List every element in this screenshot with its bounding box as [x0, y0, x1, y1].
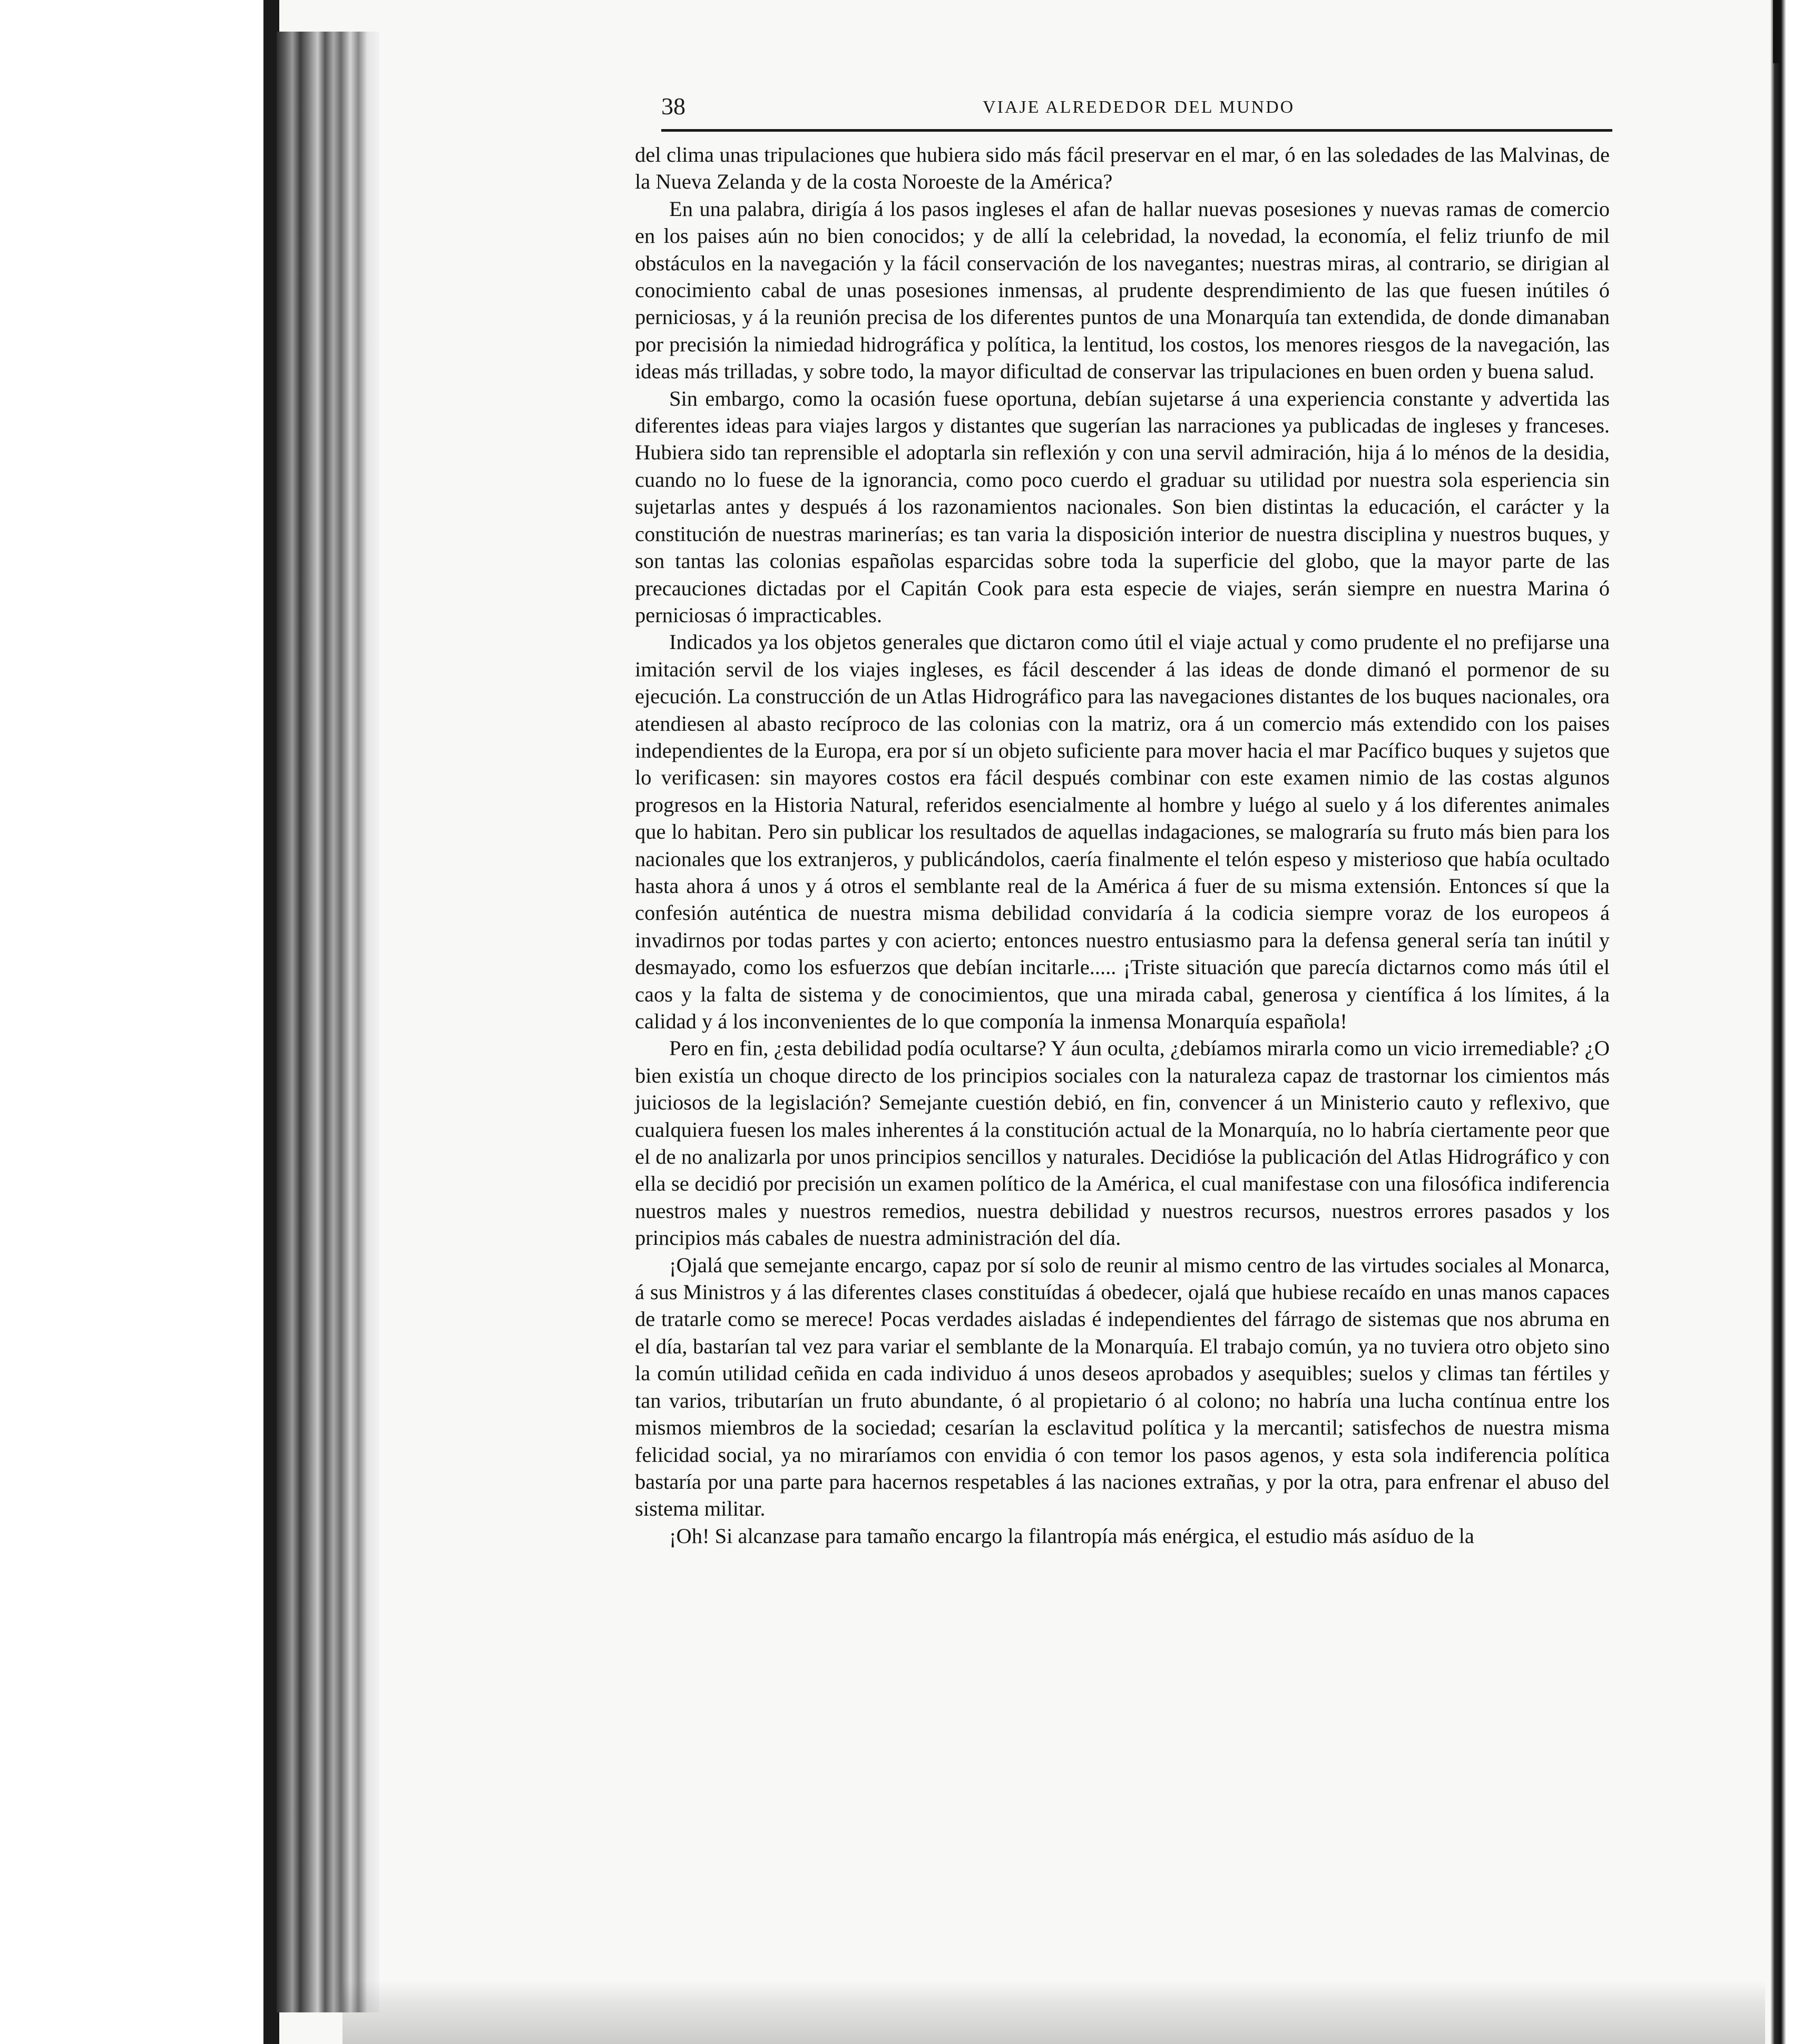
paragraph: Pero en fin, ¿esta debilidad podía ocultarse? Y áun oculta, ¿debíamos mirarla como un vicio irremediable? ¿O bien existía un choque directo de los principios sociales con la naturaleza capaz de trastornar los cimientos más juiciosos de la legislación? Semejante cuestión debió, en fin, convencer á un Ministerio cauto y reflexivo, que cualquiera fuesen los males inherentes á la constitución actual de la Monarquía, no lo habría ciertamente peor que el de no analizarla por unos principios sencillos y naturales. Decidióse la publicación del Atlas Hidrográfico y con ella se decidió por precisión un examen político de la América, el cual manifestase con una filosófica indiferencia nuestros males y nuestros remedios, nuestra debilidad y nuestros recursos, nuestros errores pasados y los principios más cabales de nuestra administración del día.: [635, 1036, 1610, 1250]
paragraph: ¡Ojalá que semejante encargo, capaz por sí solo de reunir al mismo centro de las virtudes sociales al Monarca, á sus Ministros y á las diferentes clases constituídas á obedecer, ojalá que hubiese recaído en unas manos capaces de tratarle como se merece! Pocas verdades aisladas é independientes del fárrago de sistemas que nos abruma en el día, bastarían tal vez para variar el semblante de la Monarquía. El trabajo común, ya no tuviera otro objeto sino la común utilidad ceñida en cada individuo á unos deseos aprobados y asequibles; suelos y climas tan fértiles y tan varios, tributarían un fruto abundante, ó al propietario ó al colono; no habría una lucha contínua entre los mismos miembros de la sociedad; cesarían la esclavitud política y la mercantil; satisfechos de nuestra misma felicidad social, ya no miraríamos con envidia ó con temor los pasos agenos, y esta sola indiferencia política bastaría por una parte para hacernos respetables á las naciones extrañas, y por la otra, para enfrenar el abuso del sistema militar.: [635, 1253, 1610, 1521]
page-bottom-shadow: [342, 1981, 1765, 2044]
paragraph: Indicados ya los objetos generales que dictaron como útil el viaje actual y como prudente el no prefijarse una imitación servil de los viajes ingleses, es fácil descender á las ideas de donde dimanó el pormenor de su ejecución. La construcción de un Atlas Hidrográfico para las navegaciones distantes de los buques nacionales, ora atendiesen al abasto recíproco de las colonias con la matriz, ora á un comercio más extendido con los paises independientes de la Europa, era por sí un objeto suficiente para mover hacia el mar Pacífico buques y sujetos que lo verificasen: sin mayores costos era fácil después combinar con este examen nimio de las costas algunos progresos en la Historia Natural, referidos esencialmente al hombre y luégo al suelo y á los diferentes animales que lo habitan. Pero sin publicar los resultados de aquellas indagaciones, se malograría su fruto más bien para los nacionales que los extranjeros, y publicándolos, caería finalmente el telón espeso y misterioso que había ocultado hasta ahora á unos y á otros el semblante real de la América á fuer de su misma extensión. Entonces sí que la confesión auténtica de nuestra misma debilidad convidaría á la codicia siempre voraz de los europeos á invadirnos por todas partes y con acierto; entonces nuestro entusiasmo para la defensa general sería tan inútil y desmayado, como los esfuerzos que debían incitarle..... ¡Triste situación que parecía dictarnos como más útil el caos y la falta de sistema y de conocimientos, que una mirada cabal, generosa y científica á los límites, á la calidad y á los inconvenientes de lo que componía la inmensa Monarquía española!: [635, 630, 1610, 1033]
paragraph: ¡Oh! Si alcanzase para tamaño encargo la filantropía más enérgica, el estudio más asíduo de la: [669, 1524, 1474, 1548]
paragraph: En una palabra, dirigía á los pasos ingleses el afan de hallar nuevas posesiones y nuevas ramas de comercio en los paises aún no bien conocidos; y de allí la celebridad, la novedad, la economía, el feliz triunfo de mil obstáculos en la navegación y la fácil conservación de los navegantes; nuestras miras, al contrario, se dirigian al conocimiento cabal de unas posesiones inmensas, al prudente desprendimiento de las que fuesen inútiles ó perniciosas, y á la reunión precisa de los diferentes puntos de una Monarquía tan extendida, de donde dimanaban por precisión la nimiedad hidrográfica y política, la lentitud, los costos, los menores riesgos de la navegación, las ideas más trilladas, y sobre todo, la mayor dificultad de conservar las tripulaciones en buen orden y buena salud.: [635, 196, 1610, 384]
paragraph: Sin embargo, como la ocasión fuese oportuna, debían sujetarse á una experiencia constante y advertida las diferentes ideas para viajes largos y distantes que sugerían las narraciones ya publicadas de ingleses y franceses. Hubiera sido tan reprensible el adoptarla sin reflexión y con una servil admiración, hija á lo ménos de la desidia, cuando no lo fuese de la ignorancia, como poco cuerdo el graduar su utilidad por nuestra sola esperiencia sin sujetarlas antes y después á los razonamientos nacionales. Son bien distintas la educación, el carácter y la constitución de nuestras marinerías; es tan varia la disposición interior de nuestra disciplina y nuestros buques, y son tantas las colonias españolas esparcidas sobre toda la superficie del globo, que la mayor parte de las precauciones dictadas por el Capitán Cook para esta especie de viajes, serán siempre en nuestra Marina ó perniciosas ó impracticables.: [635, 386, 1610, 627]
scan-right-border: [1770, 0, 1802, 2044]
book-gutter: [277, 32, 379, 2012]
body-text: [635, 141, 1610, 1549]
paragraph: del clima unas tripulaciones que hubiera sido más fácil preservar en el mar, ó en las soledades de las Malvinas, de la Nueva Zelanda y de la costa Noroeste de la América?: [635, 143, 1610, 194]
running-title: VIAJE ALREDEDOR DEL MUNDO: [983, 97, 1295, 117]
scan-right-mark: [1773, 0, 1779, 63]
page-header: [661, 92, 1612, 132]
page-number: 38: [661, 93, 685, 120]
